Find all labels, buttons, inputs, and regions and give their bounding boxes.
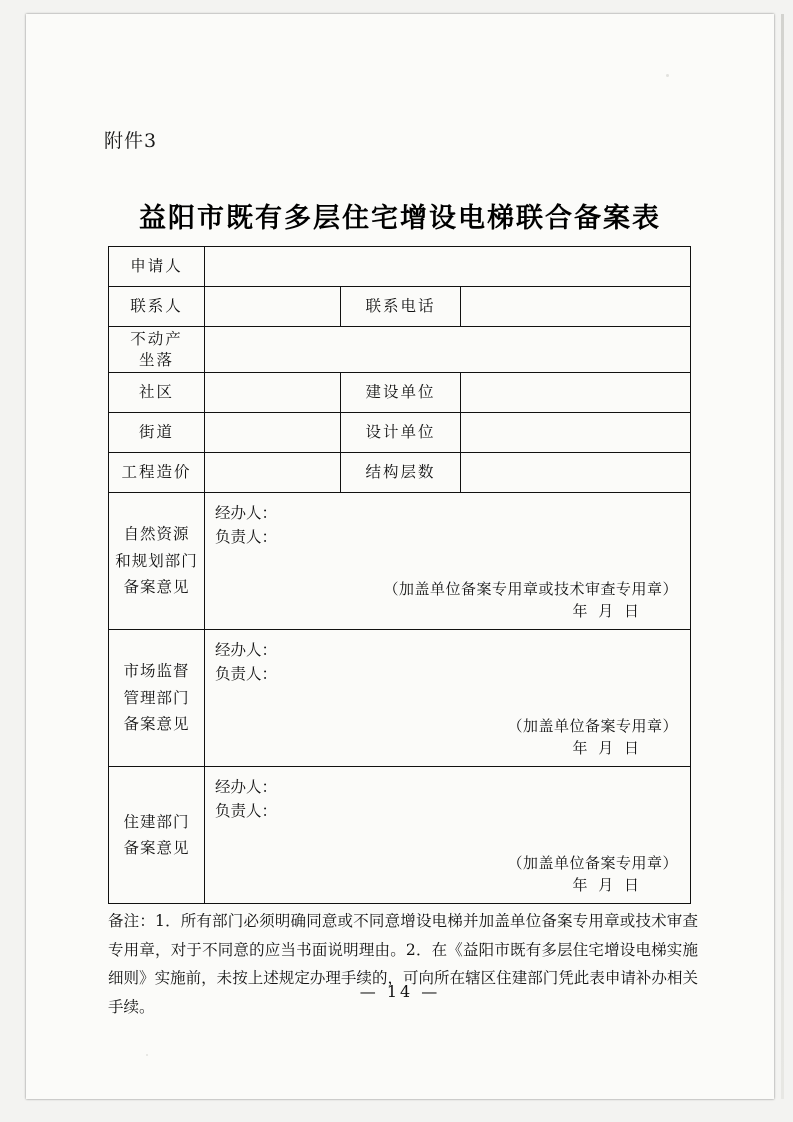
field-label-structure-floors: 结构层数 [341, 453, 461, 493]
principal-line: 负责人： [215, 665, 278, 684]
field-label-property-location: 不动产 坐落 [109, 327, 205, 373]
section-stamp-note-market-supervision: （加盖单位备案专用章） [507, 717, 679, 735]
field-label-project-cost: 工程造价 [109, 453, 205, 493]
scan-speck [146, 1054, 148, 1056]
field-value-construction-unit[interactable] [461, 373, 691, 413]
registration-form-table [108, 246, 691, 904]
section-stamp-note-natural-resources: （加盖单位备案专用章或技术审查专用章） [383, 580, 679, 598]
field-value-design-unit[interactable] [461, 413, 691, 453]
field-value-street[interactable] [205, 413, 341, 453]
field-value-structure-floors[interactable] [461, 453, 691, 493]
section-body-housing-construction[interactable] [205, 767, 691, 904]
section-date-line-market-supervision: 年 月 日 [572, 739, 643, 757]
field-label-applicant: 申请人 [109, 247, 205, 287]
field-value-project-cost[interactable] [205, 453, 341, 493]
section-signature-lines-natural-resources [215, 501, 277, 549]
field-value-contact-person[interactable] [205, 287, 341, 327]
field-label-contact-person: 联系人 [109, 287, 205, 327]
section-signature-lines-housing-construction [215, 775, 277, 823]
handler-line: 经办人： [215, 641, 278, 659]
table-row [109, 327, 691, 373]
principal-line: 负责人： [215, 528, 278, 547]
section-label-natural-resources: 自然资源 和规划部门 备案意见 [109, 493, 205, 630]
page-number: — 14 — [359, 982, 441, 1001]
page-title: 益阳市既有多层住宅增设电梯联合备案表 [139, 203, 661, 234]
section-stamp-note-housing-construction: （加盖单位备案专用章） [507, 854, 679, 872]
handler-line: 经办人： [215, 778, 278, 796]
section-body-natural-resources[interactable] [205, 493, 691, 630]
field-label-community: 社区 [109, 373, 205, 413]
section-signature-lines-market-supervision [215, 638, 277, 686]
table-row [109, 413, 691, 453]
section-date-line-housing-construction: 年 月 日 [572, 876, 643, 894]
scan-speck [666, 74, 669, 77]
table-row [109, 630, 691, 767]
field-value-applicant[interactable] [205, 247, 691, 287]
table-row [109, 373, 691, 413]
table-row [109, 493, 691, 630]
principal-line: 负责人： [215, 802, 278, 821]
handler-line: 经办人： [215, 504, 278, 522]
remark-text: 备注：1．所有部门必须明确同意或不同意增设电梯并加盖单位备案专用章或技术审查专用章，对于不同意的应当书面说明理由。2．在《益阳市既有多层住宅增设电梯实施细则》实施前，未按上述规定办理手续的，可向所在辖区住建部门凭此表申请补办相关手续。 [108, 912, 698, 1017]
field-label-construction-unit: 建设单位 [341, 373, 461, 413]
section-label-housing-construction: 住建部门 备案意见 [109, 767, 205, 904]
scan-edge-right [781, 14, 784, 1099]
field-label-street: 街道 [109, 413, 205, 453]
section-date-line-natural-resources: 年 月 日 [572, 602, 643, 620]
field-value-contact-phone[interactable] [461, 287, 691, 327]
field-label-contact-phone: 联系电话 [341, 287, 461, 327]
section-body-market-supervision[interactable] [205, 630, 691, 767]
field-value-property-location[interactable] [205, 327, 691, 373]
table-row [109, 247, 691, 287]
attachment-label: 附件3 [104, 130, 158, 152]
table-row [109, 453, 691, 493]
table-row [109, 287, 691, 327]
table-row [109, 767, 691, 904]
section-label-market-supervision: 市场监督 管理部门 备案意见 [109, 630, 205, 767]
field-label-design-unit: 设计单位 [341, 413, 461, 453]
document-content [26, 14, 774, 1099]
field-value-community[interactable] [205, 373, 341, 413]
